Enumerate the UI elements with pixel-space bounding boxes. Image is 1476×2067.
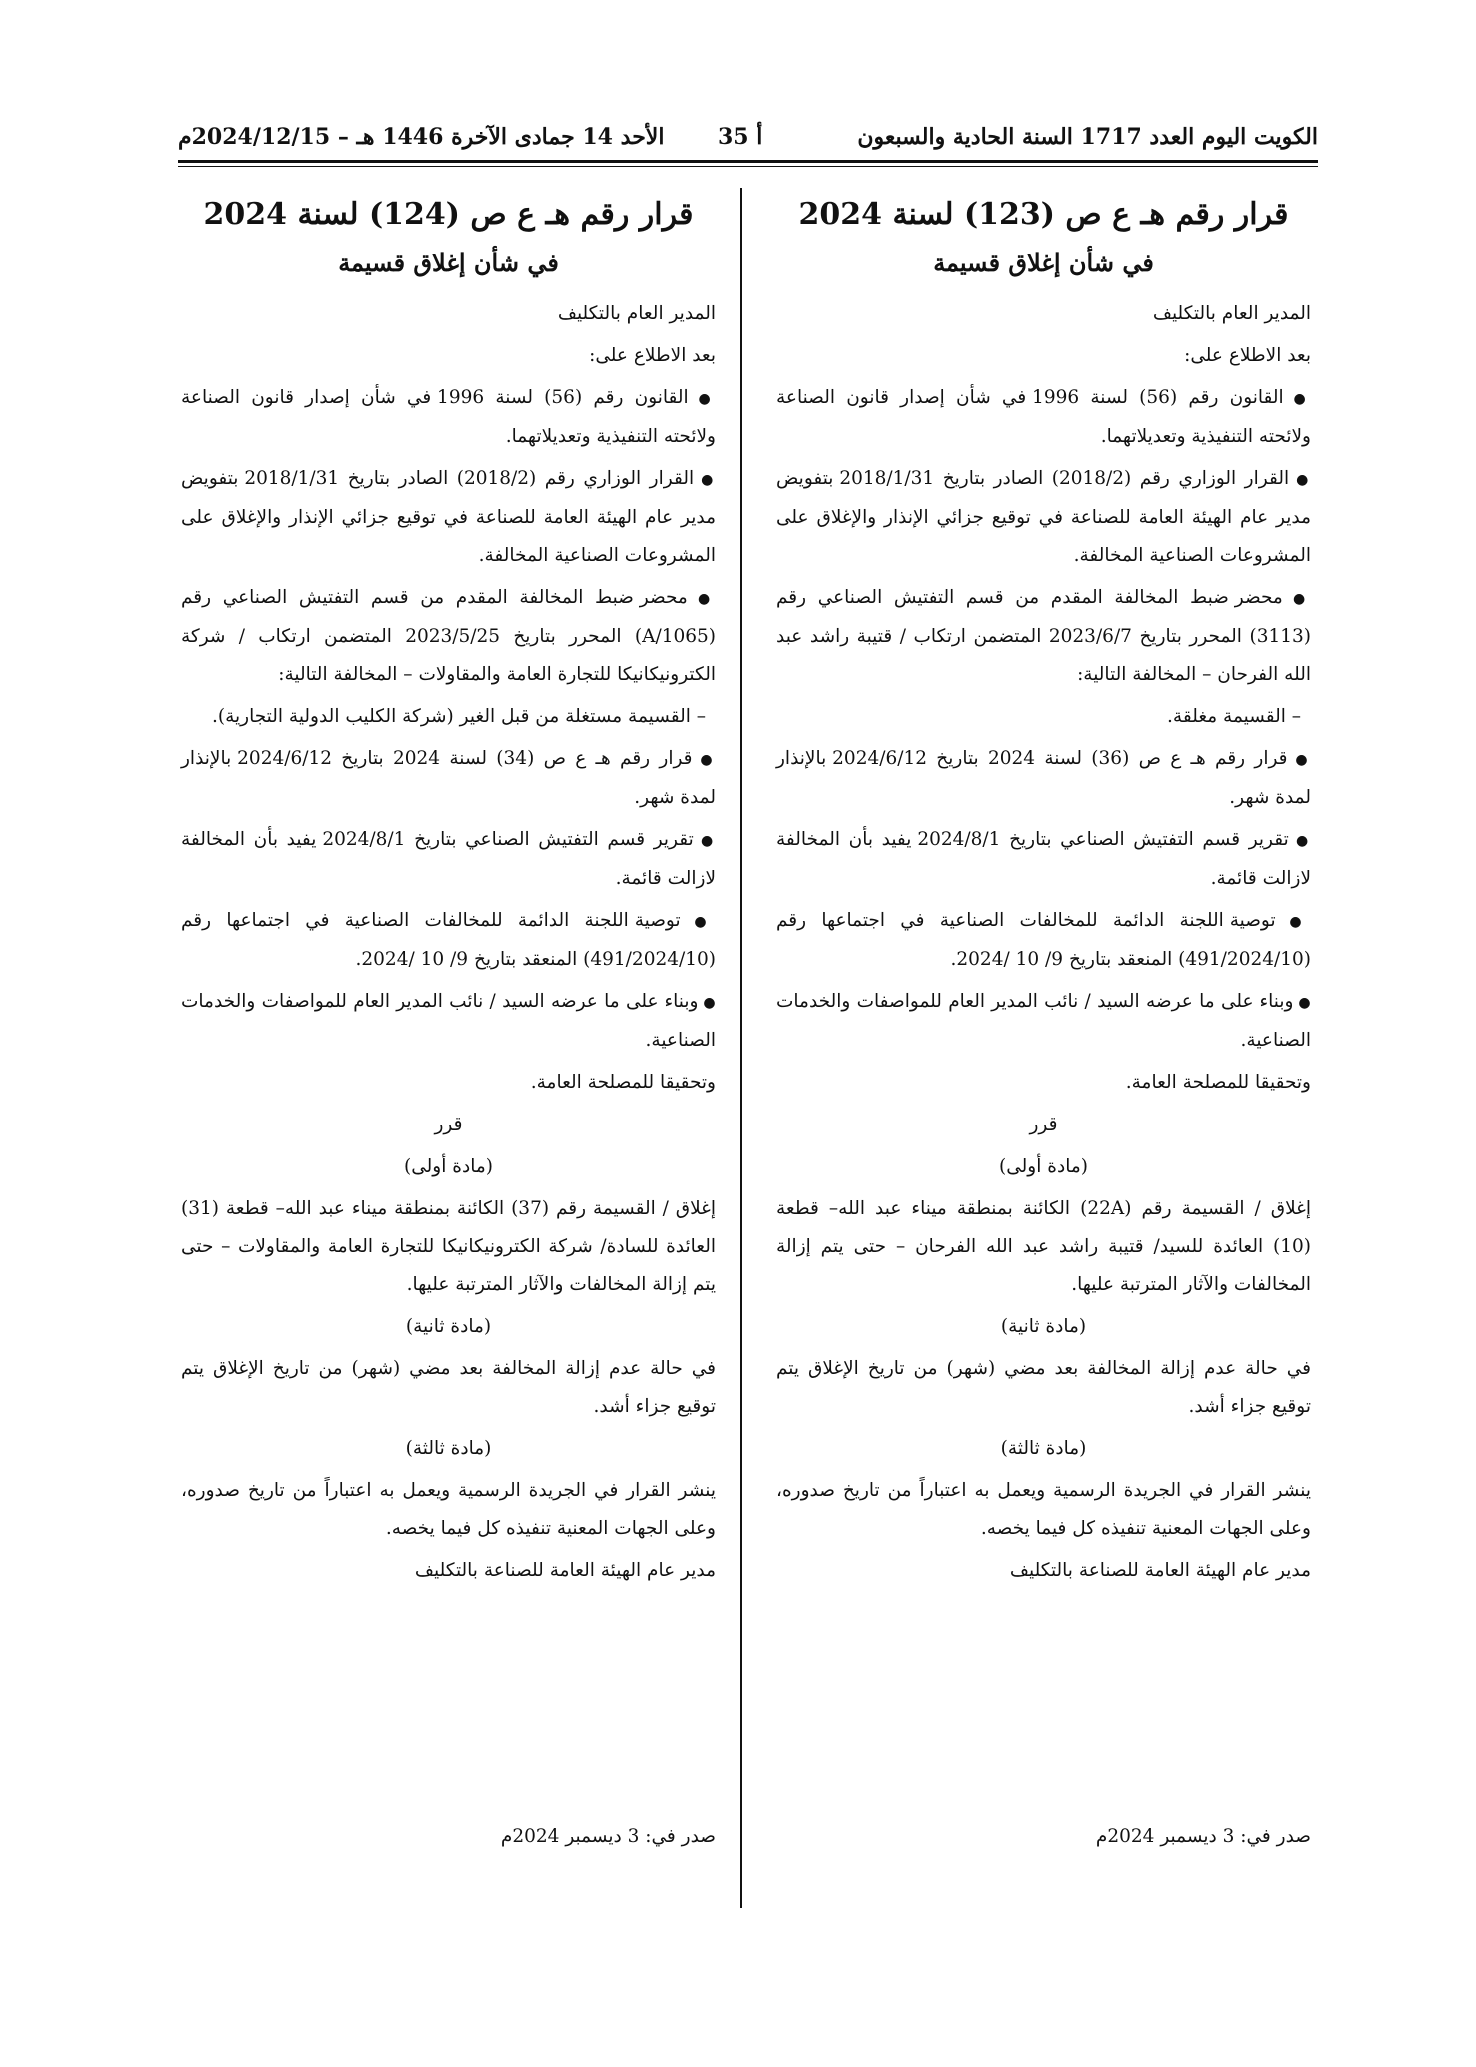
decided-heading: قرر [434, 1114, 463, 1135]
article-2-text: في حالة عدم إزالة المخالفة بعد مضي (شهر) من تاريخ الإغلاق يتم توقيع جزاء أشد. [776, 1358, 1311, 1417]
list-item: ● محضر ضبط المخالفة المقدم من قسم التفتيش الصناعي رقم (3113) المحرر بتاريخ 2023/6/7 المتضمن ارتكاب / قتيبة راشد عبد الله الفرحان – المخالفة التالية: [776, 579, 1311, 694]
issued-date: صدر في: 3 ديسمبر 2024م [1095, 1826, 1311, 1847]
issued-date: صدر في: 3 ديسمبر 2024م [500, 1826, 716, 1847]
public-interest: وتحقيقا للمصلحة العامة. [530, 1072, 716, 1093]
page-number: أ 35 [718, 124, 763, 150]
article-2-title: (مادة ثانية) [405, 1316, 492, 1337]
list-item: ● القانون رقم (56) لسنة 1996 في شأن إصدار قانون الصناعة ولائحته التنفيذية وتعديلاتهما. [776, 379, 1311, 456]
article-3-title: (مادة ثالثة) [1000, 1438, 1087, 1459]
decided-heading: قرر [1029, 1114, 1058, 1135]
list-item: ● القانون رقم (56) لسنة 1996 في شأن إصدار قانون الصناعة ولائحته التنفيذية وتعديلاتهما. [181, 379, 716, 456]
article-2-text: في حالة عدم إزالة المخالفة بعد مضي (شهر) من تاريخ الإغلاق يتم توقيع جزاء أشد. [181, 1358, 716, 1417]
list-item: ● القرار الوزاري رقم (2018/2) الصادر بتاريخ 2018/1/31 بتفويض مدير عام الهيئة العامة للصناعة في توقيع جزائي الإنذار والإغلاق على المشروعات الصناعية المخالفة. [181, 460, 716, 575]
article-3-title: (مادة ثالثة) [405, 1438, 492, 1459]
article-1-text: إغلاق / القسيمة رقم (37) الكائنة بمنطقة ميناء عبد الله– قطعة (31) العائدة للسادة/ شركة الكترونيكانيكا للتجارة العامة والمقاولات – حتى يتم إزالة المخالفات والآثار المترتبة عليها. [181, 1198, 716, 1295]
article-1-text: إغلاق / القسيمة رقم (22A) الكائنة بمنطقة ميناء عبد الله– قطعة (10) العائدة للسيد/ قتيبة راشد عبد الله الفرحان – حتى يتم إزالة المخالفات والآثار المترتبة عليها. [776, 1198, 1311, 1295]
column-divider [740, 188, 742, 1908]
list-item: ● توصية اللجنة الدائمة للمخالفات الصناعية في اجتماعها رقم (491/2024/10) المنعقد بتاريخ 9/ 10 /2024. [776, 902, 1311, 979]
decree-subtitle: في شأن إغلاق قسيمة [933, 248, 1154, 277]
opening: المدير العام بالتكليف [557, 303, 716, 324]
list-item: ● تقرير قسم التفتيش الصناعي بتاريخ 2024/8/1 يفيد بأن المخالفة لازالت قائمة. [181, 821, 716, 898]
decree-123 [776, 185, 1311, 1594]
decree-subtitle: في شأن إغلاق قسيمة [338, 248, 559, 277]
issue-date: الأحد 14 جمادى الآخرة 1446 هـ – 2024/12/15م [178, 124, 665, 150]
article-1-title: (مادة أولى) [999, 1156, 1088, 1177]
list-item: ● قرار رقم هـ ع ص (34) لسنة 2024 بتاريخ 2024/6/12 بالإنذار لمدة شهر. [181, 740, 716, 817]
header-rule-thin [178, 166, 1318, 167]
opening: المدير العام بالتكليف [1152, 303, 1311, 324]
list-item: ● توصية اللجنة الدائمة للمخالفات الصناعية في اجتماعها رقم (491/2024/10) المنعقد بتاريخ 9/ 10 /2024. [181, 902, 716, 979]
article-2-title: (مادة ثانية) [1000, 1316, 1087, 1337]
header-rule-thick [178, 160, 1318, 163]
signature: مدير عام الهيئة العامة للصناعة بالتكليف [414, 1560, 716, 1581]
list-item: ● وبناء على ما عرضه السيد / نائب المدير العام للمواصفات والخدمات الصناعية. [181, 983, 716, 1060]
list-item: ● وبناء على ما عرضه السيد / نائب المدير العام للمواصفات والخدمات الصناعية. [776, 983, 1311, 1060]
list-item: ● القرار الوزاري رقم (2018/2) الصادر بتاريخ 2018/1/31 بتفويض مدير عام الهيئة العامة للصناعة في توقيع جزائي الإنذار والإغلاق على المشروعات الصناعية المخالفة. [776, 460, 1311, 575]
decree-title: قرار رقم هـ ع ص (124) لسنة 2024 [203, 197, 694, 232]
page-header [178, 118, 1318, 158]
after-review: بعد الاطلاع على: [589, 345, 716, 366]
after-review: بعد الاطلاع على: [1184, 345, 1311, 366]
list-item: ● تقرير قسم التفتيش الصناعي بتاريخ 2024/8/1 يفيد بأن المخالفة لازالت قائمة. [776, 821, 1311, 898]
public-interest: وتحقيقا للمصلحة العامة. [1125, 1072, 1311, 1093]
article-1-title: (مادة أولى) [404, 1156, 493, 1177]
decree-124 [181, 185, 716, 1594]
list-item: ● قرار رقم هـ ع ص (36) لسنة 2024 بتاريخ 2024/6/12 بالإنذار لمدة شهر. [776, 740, 1311, 817]
violation-item: – القسيمة مغلقة. [1167, 706, 1301, 727]
list-item: ● محضر ضبط المخالفة المقدم من قسم التفتيش الصناعي رقم (1065/A) المحرر بتاريخ 2023/5/25 المتضمن ارتكاب / شركة الكترونيكانيكا للتجارة العامة والمقاولات – المخالفة التالية: [181, 579, 716, 694]
article-3-text: ينشر القرار في الجريدة الرسمية ويعمل به اعتباراً من تاريخ صدوره، وعلى الجهات المعنية تنفيذه كل فيما يخصه. [776, 1480, 1311, 1539]
signature: مدير عام الهيئة العامة للصناعة بالتكليف [1009, 1560, 1311, 1581]
gazette-issue: الكويت اليوم العدد 1717 السنة الحادية والسبعون [857, 124, 1318, 150]
decree-title: قرار رقم هـ ع ص (123) لسنة 2024 [798, 197, 1289, 232]
article-3-text: ينشر القرار في الجريدة الرسمية ويعمل به اعتباراً من تاريخ صدوره، وعلى الجهات المعنية تنفيذه كل فيما يخصه. [181, 1480, 716, 1539]
violation-item: – القسيمة مستغلة من قبل الغير (شركة الكليب الدولية التجارية). [211, 706, 706, 727]
